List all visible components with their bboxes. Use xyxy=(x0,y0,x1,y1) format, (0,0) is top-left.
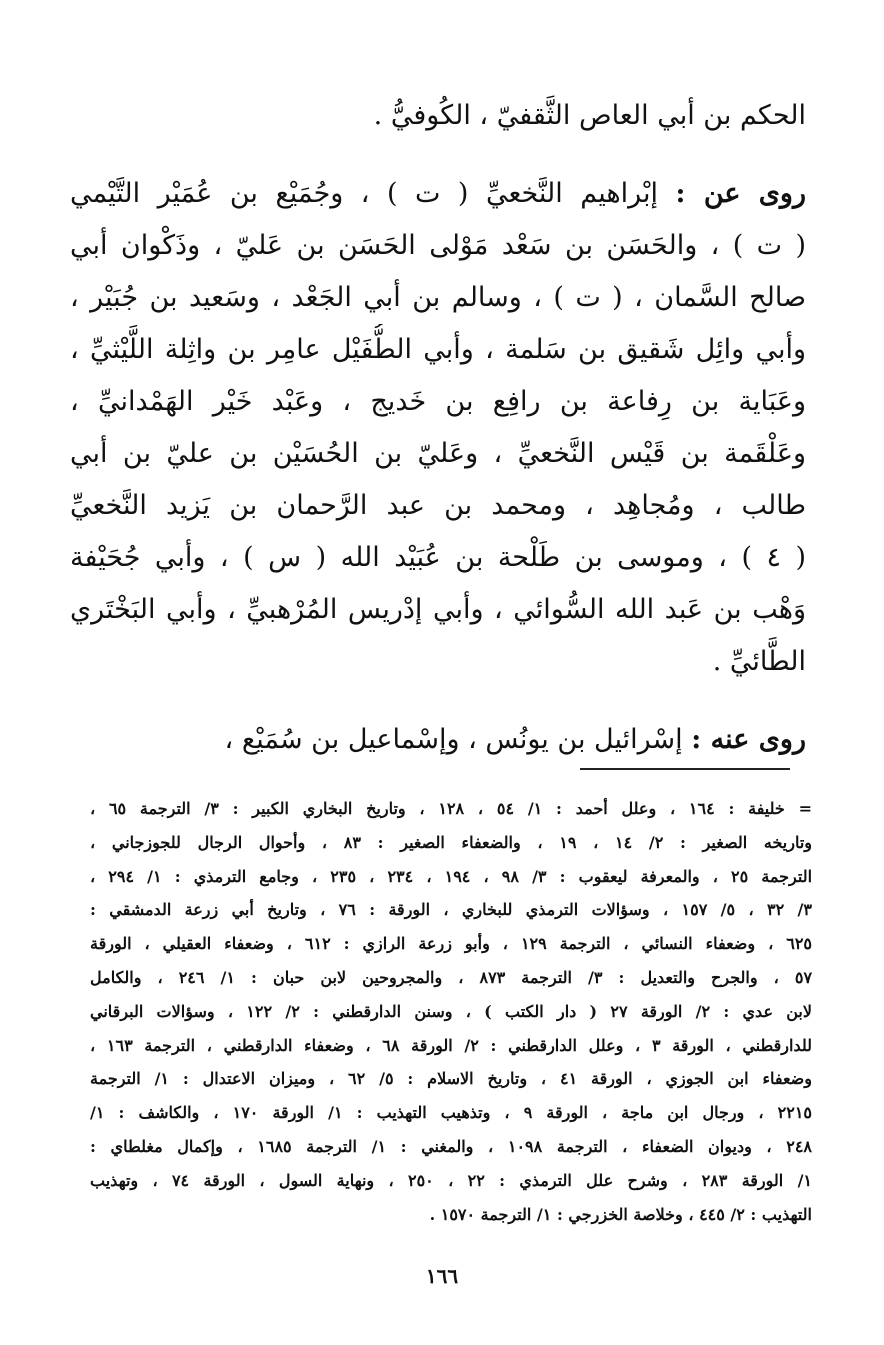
footnote xyxy=(90,792,812,1231)
footnote-line: = خليفة : ١٦٤ ، وعلل أحمد : ١/ ٥٤ ، ١٢٨ ، وتاريخ البخاري الكبير : ٣/ الترجمة ٦٥ ، xyxy=(90,799,812,818)
footnote-divider xyxy=(580,768,790,770)
narrated-from-line-4: وأبي وائِل شَقيق بن سَلمة ، وأبي الطُّفَيْل عامِر بن واثِلة اللَّيْثيِّ ، xyxy=(70,334,806,365)
footnote-line: لابن عدي : ٢/ الورقة ٢٧ ( دار الكتب ) ، وسنن الدارقطني : ٢/ ١٢٢ ، وسؤالات البرقاني xyxy=(90,1001,812,1021)
narrated-from-label: روى عن : xyxy=(675,178,806,209)
narrated-from-line-7: طالب ، ومُجاهِد ، ومحمد بن عبد الرَّحمان بن يَزيد النَّخعيِّ xyxy=(70,490,806,521)
footnote-line: ٥٧ ، والجرح والتعديل : ٣/ الترجمة ٨٧٣ ، والمجروحين لابن حبان : ١/ ٢٤٦ ، والكامل xyxy=(90,967,812,987)
main-text xyxy=(70,90,806,766)
narrated-from-line-6: وعَلْقَمة بن قَيْس النَّخعيِّ ، وعَليّ بن الحُسَيْن بن عليّ بن أبي xyxy=(70,438,806,469)
footnote-line: ٣/ ٣٢ ، ٥/ ١٥٧ ، وسؤالات الترمذي للبخاري ، الورقة : ٧٦ ، وتاريخ أبي زرعة الدمشقي : xyxy=(90,900,812,920)
footnote-line: التهذيب : ٢/ ٤٤٥ ، وخلاصة الخزرجي : ١/ الترجمة ١٥٧٠ . xyxy=(429,1204,812,1224)
narrated-from-line-2: ( ت ) ، والحَسَن بن سَعْد مَوْلى الحَسَن بن عَليّ ، وذَكْوان أبي xyxy=(70,230,806,261)
narrated-by-label: روى عنه : xyxy=(691,724,806,755)
narrated-from-line-5: وعَبَاية بن رِفاعة بن رافِع بن خَديج ، وعَبْد خَيْر الهَمْدانيِّ ، xyxy=(70,386,806,417)
narrated-from-line-3: صالح السَّمان ، ( ت ) ، وسالم بن أبي الجَعْد ، وسَعيد بن جُبَيْر ، xyxy=(70,282,806,313)
narrated-from-line-8: ( ٤ ) ، وموسى بن طَلْحة بن عُبَيْد الله ( س ) ، وأبي جُحَيْفة xyxy=(70,542,806,573)
footnote-line: للدارقطني ، الورقة ٣ ، وعلل الدارقطني : ٢/ الورقة ٦٨ ، وضعفاء الدارقطني ، الترجمة ١٦٣ ، xyxy=(90,1035,812,1055)
page-number: ١٦٦ xyxy=(425,1264,459,1288)
footnote-line: ١/ الورقة ٢٨٣ ، وشرح علل الترمذي : ٢٢ ، ٢٥٠ ، ونهاية السول ، الورقة ٧٤ ، وتهذيب xyxy=(90,1170,812,1190)
narrated-from-line-10: الطَّائيِّ . xyxy=(712,646,806,677)
footnote-line: الترجمة ٢٥ ، والمعرفة ليعقوب : ٣/ ٩٨ ، ١٩٤ ، ٢٣٤ ، ٢٣٥ ، وجامع الترمذي : ١/ ٢٩٤ ، xyxy=(90,866,812,886)
entry-intro-line: الحكم بن أبي العاص الثَّقفيّ ، الكُوفيُّ . xyxy=(373,100,806,131)
narrated-from-line-1: روى عن : إبْراهيم النَّخعيِّ ( ت ) ، وجُمَيْع بن عُمَيْر التَّيْمي xyxy=(70,178,806,209)
footnote-line: ٢٢١٥ ، ورجال ابن ماجة ، الورقة ٩ ، وتذهيب التهذيب : ١/ الورقة ١٧٠ ، والكاشف : ١/ xyxy=(90,1103,812,1123)
footnote-line: وتاريخه الصغير : ٢/ ١٤ ، ١٩ ، والضعفاء الصغير : ٨٣ ، وأحوال الرجال للجوزجاني ، xyxy=(90,832,812,852)
footnote-line: وضعفاء ابن الجوزي ، الورقة ٤١ ، وتاريخ الاسلام : ٥/ ٦٢ ، وميزان الاعتدال : ١/ الترجمة xyxy=(90,1069,812,1089)
narrated-from-line-9: وَهْب بن عَبد الله السُّوائي ، وأبي إدْريس المُرْهبيِّ ، وأبي البَخْتَري xyxy=(70,594,806,625)
narrated-by-line: روى عنه : إسْرائيل بن يونُس ، وإسْماعيل بن سُمَيْع ، xyxy=(224,724,806,755)
footnote-line: ٦٢٥ ، وضعفاء النسائي ، الترجمة ١٢٩ ، وأبو زرعة الرازي : ٦١٢ ، وضعفاء العقيلي ، الورقة xyxy=(90,934,812,954)
footnote-line: ٢٤٨ ، وديوان الضعفاء ، الترجمة ١٠٩٨ ، والمغني : ١/ الترجمة ١٦٨٥ ، وإكمال مغلطاي : xyxy=(90,1136,812,1156)
